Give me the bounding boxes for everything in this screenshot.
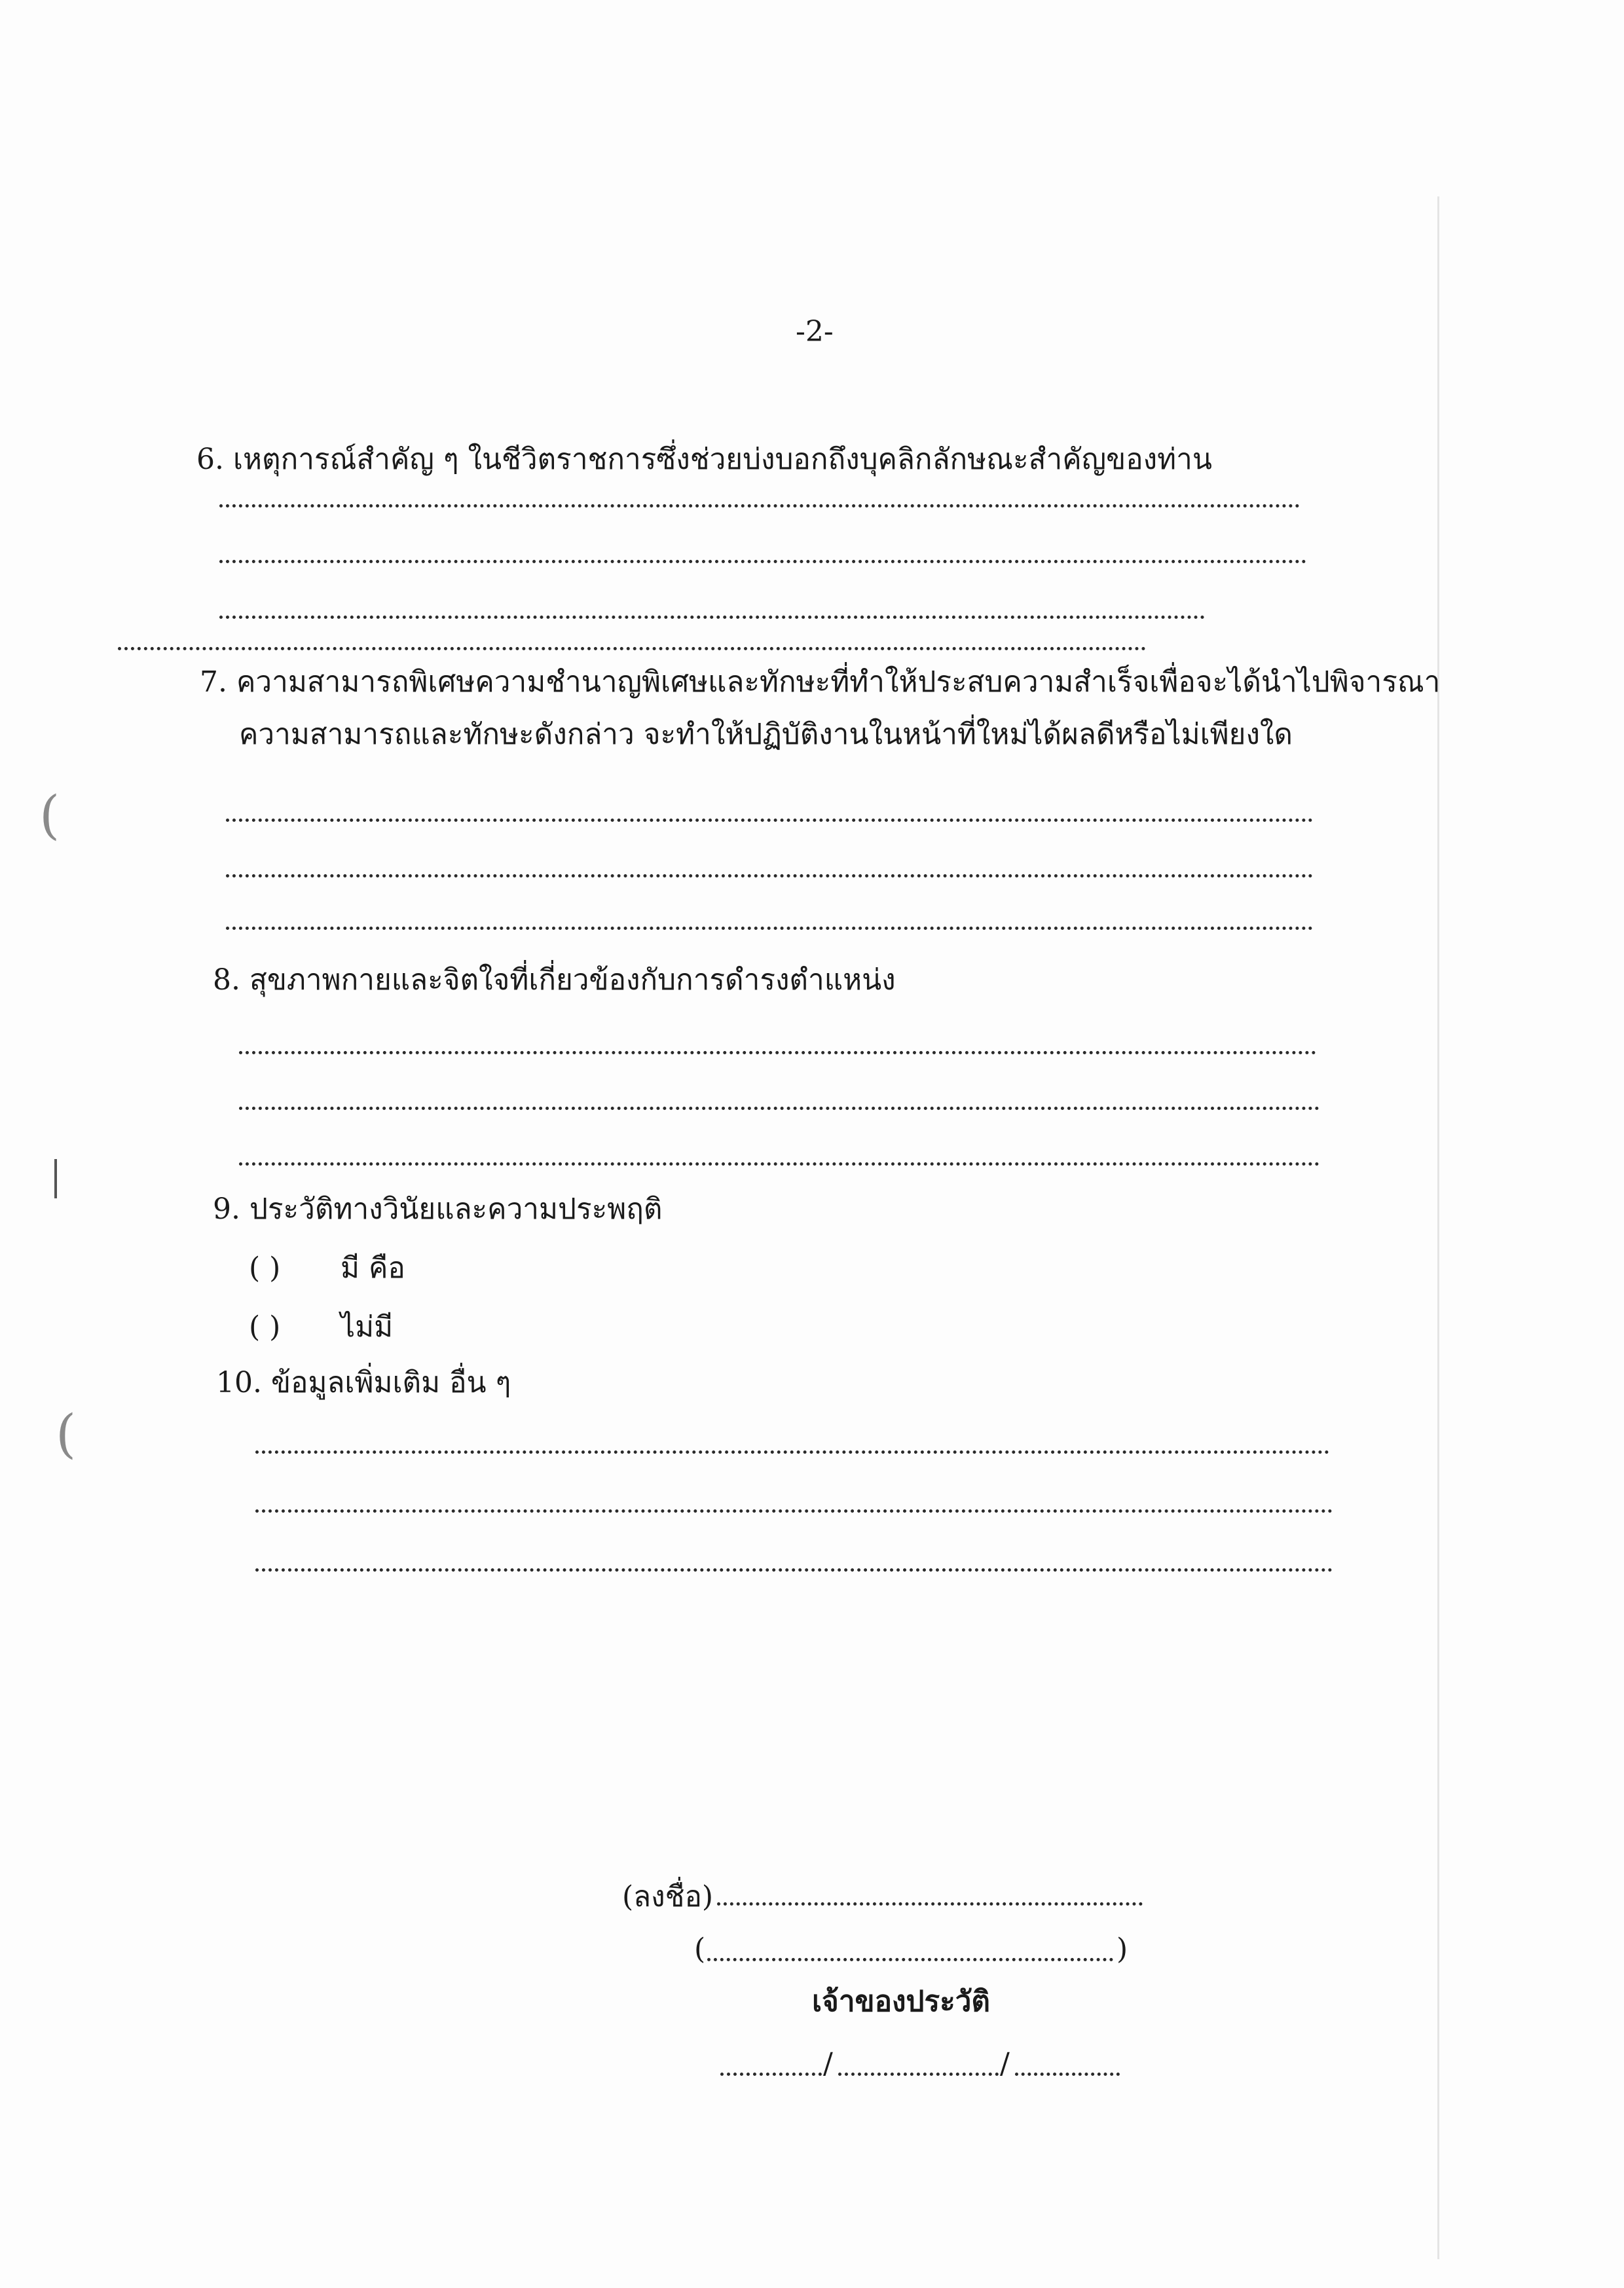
option-none-paren[interactable]: ( ): [249, 1310, 281, 1344]
section-7-label: 7. ความสามารถพิเศษความชำนาญพิเศษและทักษะที่ทำให้ประสบความสำเร็จเพื่อจะได้นำไปพิจารณา: [200, 665, 1441, 699]
section-6-label: 6. เหตุการณ์สำคัญ ๆ ในชีวิตราชการซึ่งช่วยบ่งบอกถึงบุคลิกลักษณะสำคัญของท่าน: [196, 443, 1212, 476]
date-day-line[interactable]: [720, 2073, 822, 2076]
date-year-line[interactable]: [1015, 2073, 1120, 2076]
answer-line-8[interactable]: [239, 1162, 1320, 1166]
date-separator: /: [823, 2047, 833, 2080]
page-fold-line: [1437, 196, 1439, 2259]
page-number: -2-: [796, 315, 834, 348]
signature-line[interactable]: [717, 1902, 1143, 1906]
section-7-continuation: ความสามารถและทักษะดังกล่าว จะทำให้ปฏิบัติงานในหน้าที่ใหม่ได้ผลดีหรือไม่เพียงใด: [239, 718, 1293, 751]
section-9-label: 9. ประวัติทางวินัยและความประพฤติ: [213, 1192, 663, 1226]
margin-mark: (: [39, 784, 60, 845]
section-8-label: 8. สุขภาพกายและจิตใจที่เกี่ยวข้องกับการดำรงตำแหน่ง: [213, 963, 896, 997]
name-open-paren: (: [694, 1932, 706, 1966]
name-line[interactable]: [707, 1958, 1113, 1961]
answer-line-7[interactable]: [226, 819, 1313, 822]
date-separator: /: [1000, 2047, 1010, 2080]
margin-tick: [54, 1159, 57, 1198]
answer-line-6[interactable]: [118, 647, 1146, 650]
section-10-label: 10. ข้อมูลเพิ่มเติม อื่น ๆ: [216, 1366, 511, 1399]
answer-line-6[interactable]: [219, 616, 1205, 619]
option-have-label: มี คือ: [341, 1251, 405, 1285]
option-have-paren[interactable]: ( ): [249, 1251, 281, 1285]
sign-label: (ลงชื่อ): [622, 1880, 714, 1913]
answer-line-7[interactable]: [226, 874, 1313, 877]
answer-line-6[interactable]: [219, 504, 1300, 507]
date-month-line[interactable]: [838, 2073, 999, 2076]
answer-line-6[interactable]: [219, 560, 1306, 563]
answer-line-10[interactable]: [255, 1568, 1333, 1572]
answer-line-8[interactable]: [239, 1051, 1316, 1054]
margin-mark: (: [56, 1403, 77, 1464]
answer-line-7[interactable]: [226, 927, 1313, 930]
name-close-paren: ): [1116, 1932, 1128, 1966]
option-none-label: ไม่มี: [341, 1310, 394, 1344]
owner-role: เจ้าของประวัติ: [812, 1985, 990, 2018]
answer-line-8[interactable]: [239, 1107, 1320, 1110]
answer-line-10[interactable]: [255, 1509, 1333, 1513]
answer-line-10[interactable]: [255, 1450, 1329, 1454]
